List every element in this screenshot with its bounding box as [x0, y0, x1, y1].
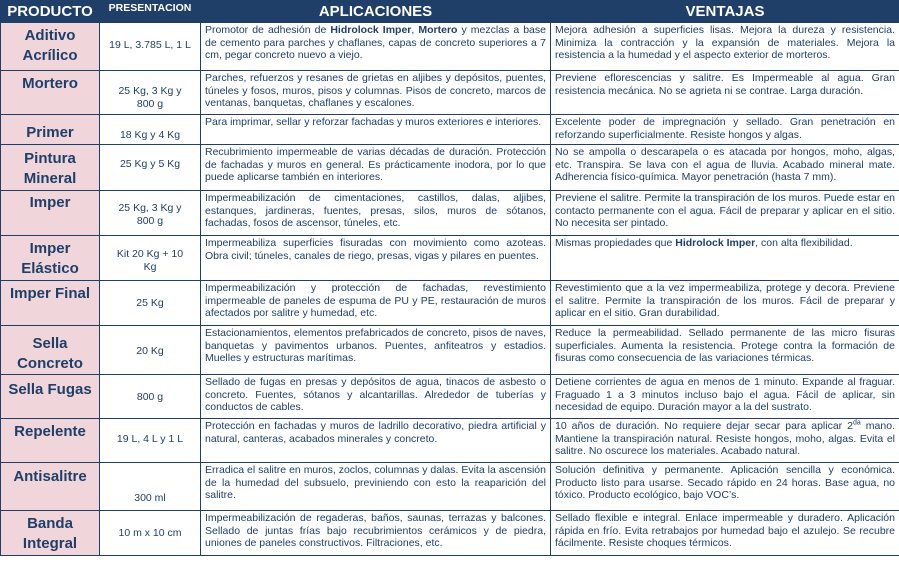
table-row: [1, 23, 899, 71]
product-name-cell: [1, 236, 100, 281]
product-name-line: Acrílico: [22, 47, 78, 64]
presentation-line: 10 m x 10 cm: [118, 527, 182, 539]
presentation-line: 300 ml: [134, 492, 166, 504]
table-header-row: [1, 1, 899, 23]
text-run: Mejora adhesión a superficies lisas. Mejora la dureza y resistencia. Minimiza la contracción y la expansión de materiales. Mejora la resistencia a la humedad y el aspecto exterior de morteros.: [555, 24, 895, 62]
text-run: Parches, refuerzos y resanes de grietas en aljibes y depósitos, puentes, túneles y fosos, muros, pisos y columnas. Pisos de concreto, marcos de ventanas, banquetas, chaflanes y escalones.: [205, 72, 546, 110]
aplicaciones-cell: [201, 326, 551, 375]
text-run: Estacionamientos, elementos prefabricados de concreto, pisos de naves, banquetas y pavimentos urbanos. Puentes, anfiteatros y estadios. Muelles y estructuras marítimas.: [205, 327, 546, 365]
bold-product-name: Hidrolock Imper: [330, 24, 412, 36]
header-aplicaciones: APLICACIONES: [201, 1, 551, 23]
presentation-cell: [100, 71, 201, 115]
bold-product-name: Hidrolock Imper: [675, 237, 756, 249]
product-name-line: Imper Final: [9, 285, 91, 302]
product-name-line: Repelente: [14, 423, 86, 440]
product-name-line: Aditivo: [24, 27, 76, 44]
table-row: [1, 145, 899, 191]
text-run: Recubrimiento impermeable de varias décadas de duración. Protección de fachadas y muros en general. Es prácticamente inodora, por lo que puede aplicarse también en interiores.: [205, 146, 546, 184]
presentation-line: 25 Kg y 5 Kg: [119, 158, 181, 170]
presentation-line: 19 L, 4 L y 1 L: [116, 433, 184, 445]
bold-product-name: Mortero: [418, 24, 458, 36]
table-row: [1, 511, 899, 556]
product-name-cell: [1, 23, 100, 71]
ventajas-cell: [551, 23, 899, 71]
presentation-line: 25 Kg, 3 Kg y: [118, 202, 182, 214]
product-name-cell: [1, 281, 100, 326]
product-name-line: Concreto: [17, 355, 83, 372]
product-name-cell: [1, 375, 100, 419]
text-run: 10 años de duración. No requiere dejar secar para aplicar 2: [555, 420, 854, 432]
aplicaciones-cell: [201, 281, 551, 326]
presentation-cell: [100, 281, 201, 326]
ventajas-cell: [551, 419, 899, 463]
text-run: Promotor de adhesión de: [205, 24, 331, 36]
product-name-line: Mortero: [22, 75, 78, 92]
product-name-line: Pintura: [24, 150, 76, 167]
text-run: Impermeabilización y protección de fachadas, revestimiento impermeable de paneles de espuma de PU y PE, restauración de muros afectados por salitre y humedad, etc.: [205, 282, 546, 320]
text-run: y mezclas a base de cemento para parches y chaflanes, capas de concreto superiores a 7 cm, pegar concreto nuevo a viejo.: [205, 24, 546, 62]
aplicaciones-cell: [201, 511, 551, 556]
text-run: Sellado flexible e integral. Enlace impermeable y duradero. Aplicación rápida en frío. Evita retrabajos por humedad bajo el azulejo. Se recubre fácilmente. Resiste choques térmicos.: [555, 512, 895, 550]
presentation-cell: [100, 23, 201, 71]
table-row: [1, 375, 899, 419]
presentation-line: Kg: [143, 261, 157, 273]
text-run: Protección en fachadas y muros de ladrillo decorativo, piedra artificial y natural, canteras, acabados minerales y concreto.: [205, 420, 546, 445]
presentation-line: 19 L, 3.785 L, 1 L: [109, 39, 191, 51]
presentation-cell: [100, 191, 201, 236]
product-name-line: Imper: [29, 194, 71, 211]
text-run: mano. Mantiene la transpiración natural. Resiste hongos, moho, algas. Evita el salitre. No oscurece los materiales. Acabado natural.: [555, 420, 895, 458]
table-row: [1, 236, 899, 281]
presentation-line: 20 Kg: [136, 345, 164, 357]
product-name-line: Banda: [27, 515, 73, 532]
table-row: [1, 326, 899, 375]
table-row: [1, 115, 899, 145]
text-run: Mismas propiedades que: [555, 237, 676, 249]
presentation-line: 800 g: [136, 215, 164, 227]
table-row: [1, 71, 899, 115]
presentation-cell: [100, 326, 201, 375]
text-run: , con alta flexibilidad.: [755, 237, 853, 249]
product-name-cell: [1, 463, 100, 511]
aplicaciones-cell: [201, 236, 551, 281]
table-row: [1, 191, 899, 236]
text-run: No se ampolla o descarapela o es atacada por hongos, moho, algas, etc. Transpira. Se lava con el agua de lluvia. Acabado mineral mate. Adherencia físico-química. Mayor penetración (hasta 7 mm).: [555, 146, 895, 184]
text-run: Previene el salitre. Permite la transpiración de los muros. Puede estar en contacto permanente con el agua. Fácil de preparar y aplicar en el sitio. No necesita ser pintado.: [555, 192, 895, 230]
header-ventajas: VENTAJAS: [551, 1, 899, 23]
presentation-cell: [100, 375, 201, 419]
product-name-cell: [1, 326, 100, 375]
presentation-line: 800 g: [136, 391, 164, 403]
text-run: ,: [411, 24, 419, 36]
header-producto: PRODUCTO: [1, 1, 100, 23]
text-run: Previene eflorescencias y salitre. Es Impermeable al agua. Gran resistencia mecánica. No se agrieta ni se contrae. Larga duración.: [555, 72, 895, 97]
aplicaciones-cell: [201, 115, 551, 145]
text-run: Sellado de fugas en presas y depósitos de agua, tinacos de asbesto o concreto. Fuentes, sótanos y alcantarillas. Alrededor de tuberías y conductos de cables.: [205, 376, 546, 414]
text-run: Reduce la permeabilidad. Sellado permanente de las micro fisuras superficiales. Aumenta la resistencia. Protege contra la formación de fisuras como consecuencia de las variaciones térmicas.: [555, 327, 895, 365]
presentation-line: 25 Kg: [136, 297, 164, 309]
aplicaciones-cell: [201, 419, 551, 463]
presentation-line: Kit 20 Kg + 10: [116, 248, 184, 260]
table-row: [1, 419, 899, 463]
product-name-line: Sella: [32, 335, 68, 352]
aplicaciones-cell: [201, 375, 551, 419]
text-run: Excelente poder de impregnación y sellado. Gran penetración en reforzando superficialmente. Resiste hongos y algas.: [555, 116, 895, 141]
product-name-cell: [1, 419, 100, 463]
text-run: Impermeabilización de regaderas, baños, saunas, terrazas y balcones. Sellado de juntas frías bajo recubrimientos cerámicos y de piedra, uniones de paneles constructivos. Filtraciones, etc.: [205, 512, 546, 550]
product-name-line: Mineral: [23, 170, 77, 187]
header-presentacion: PRESENTACION: [100, 1, 201, 23]
ventajas-cell: [551, 71, 899, 115]
presentation-line: 800 g: [136, 98, 164, 110]
presentation-cell: [100, 145, 201, 191]
table-row: [1, 463, 899, 511]
ventajas-cell: [551, 115, 899, 145]
text-run: Impermeabiliza superficies fisuradas con movimiento como azoteas. Obra civil; túneles, canales de riego, presas, vigas y pilares en puentes.: [205, 237, 546, 262]
presentation-line: 18 Kg y 4 Kg: [119, 129, 181, 141]
product-name-cell: [1, 191, 100, 236]
aplicaciones-cell: [201, 191, 551, 236]
text-run: Revestimiento que a la vez impermeabiliza, protege y decora. Previene el salitre. Permite la transpiración de los muros. Fácil de preparar y aplicar en el sitio. Gran durabilidad.: [555, 282, 895, 320]
table-row: [1, 281, 899, 326]
product-name-line: Sella Fugas: [8, 381, 92, 398]
product-name-cell: [1, 71, 100, 115]
text-run: Detiene corrientes de agua en menos de 1 minuto. Expande al fraguar. Fraguado 1 a 3 minutos incluso bajo el agua. Fácil de aplicar, sin necesidad de equipo. Duración mayor a la del sustrato.: [555, 376, 895, 414]
ventajas-cell: [551, 326, 899, 375]
product-name-line: Integral: [22, 535, 78, 552]
ventajas-cell: [551, 191, 899, 236]
presentation-cell: [100, 511, 201, 556]
product-name-line: Antisalitre: [13, 468, 87, 485]
ventajas-cell: [551, 375, 899, 419]
ventajas-cell: [551, 281, 899, 326]
superscript: da: [853, 419, 861, 427]
ventajas-cell: [551, 463, 899, 511]
product-name-cell: [1, 115, 100, 145]
text-run: Solución definitiva y permanente. Aplicación sencilla y económica. Producto listo para usarse. Secado rápido en 24 horas. Base agua, no tóxico. Producto ecológico, bajo VOC’s.: [555, 464, 895, 502]
product-name-line: Elástico: [21, 260, 79, 277]
presentation-cell: [100, 236, 201, 281]
text-run: Impermeabilización de cimentaciones, castillos, dalas, aljibes, estanques, jardineras, fuentes, presas, silos, muros de sótanos, fachadas, fosos de ascensor, túneles, etc.: [205, 192, 546, 230]
aplicaciones-cell: [201, 145, 551, 191]
presentation-cell: [100, 115, 201, 145]
ventajas-cell: [551, 511, 899, 556]
product-name-cell: [1, 511, 100, 556]
product-name-line: Primer: [26, 124, 74, 141]
product-name-cell: [1, 145, 100, 191]
text-run: Para imprimar, sellar y reforzar fachadas y muros exteriores e interiores.: [205, 116, 542, 128]
ventajas-cell: [551, 236, 899, 281]
aplicaciones-cell: [201, 463, 551, 511]
presentation-line: 25 Kg, 3 Kg y: [118, 85, 182, 97]
presentation-cell: [100, 463, 201, 511]
aplicaciones-cell: [201, 71, 551, 115]
product-name-line: Imper: [29, 240, 71, 257]
text-run: Erradica el salitre en muros, zoclos, columnas y dalas. Evita la ascensión de la humedad del subsuelo, previniendo con esto la reaparición del salitre.: [205, 464, 546, 502]
ventajas-cell: [551, 145, 899, 191]
presentation-cell: [100, 419, 201, 463]
aplicaciones-cell: [201, 23, 551, 71]
